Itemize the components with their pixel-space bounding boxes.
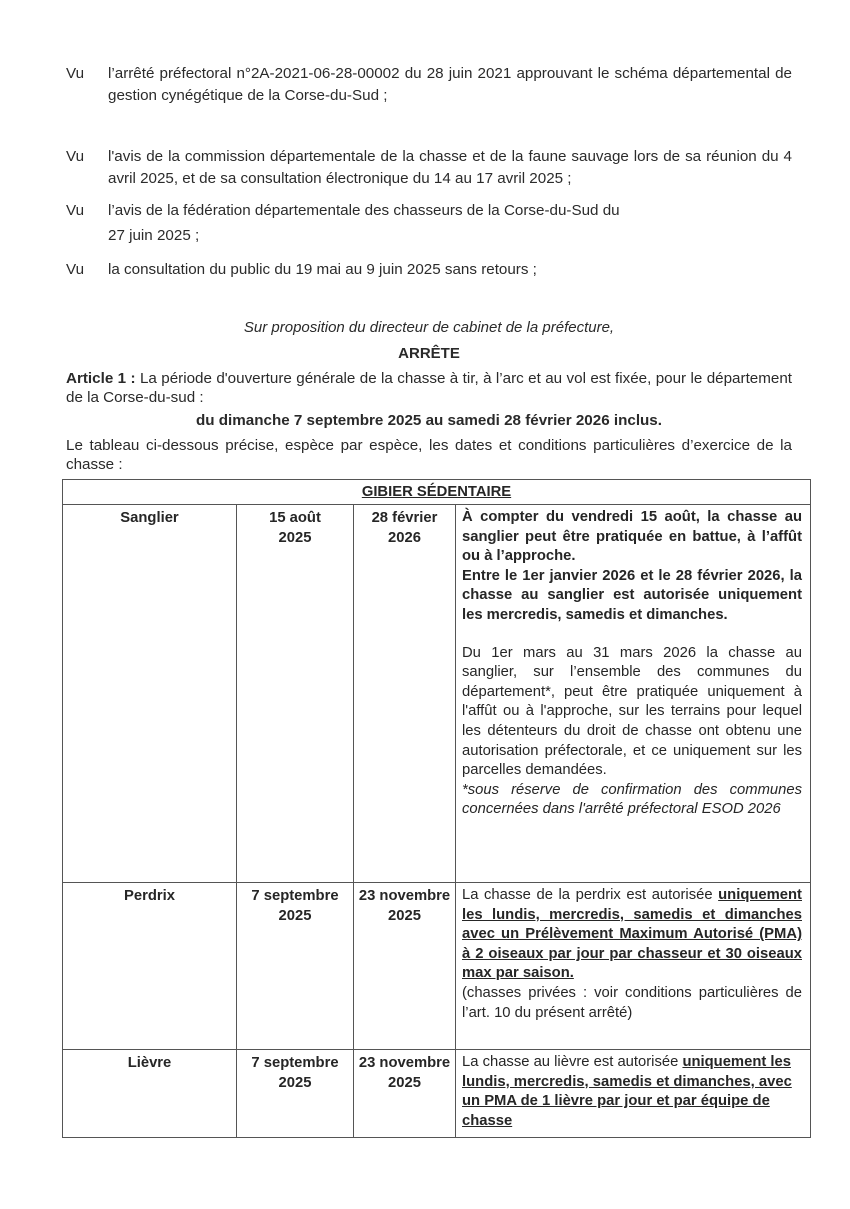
table-row — [63, 505, 811, 883]
conditions-cell — [456, 883, 811, 1050]
consideration-label: Vu — [66, 65, 85, 82]
date-line: 2025 — [278, 1075, 312, 1091]
closing-date-cell — [354, 883, 456, 1050]
consideration-label: Vu — [66, 148, 85, 165]
consideration-text-line1: l’avis de la fédération départementale des chasseurs de la Corse-du-Sud du — [108, 202, 620, 219]
condition-paragraph — [462, 886, 802, 984]
date-line: 23 novembre — [358, 1055, 451, 1071]
conditions-cell — [456, 1050, 811, 1138]
conditions-cell — [456, 505, 811, 883]
condition-intro: La chasse de la perdrix est autorisée — [462, 887, 719, 903]
opening-date-cell — [237, 505, 354, 883]
table-intro: Le tableau ci-dessous précise, espèce par espèce, les dates et conditions particulières d’exercice de la chasse : — [66, 437, 792, 473]
consideration-label: Vu — [66, 202, 85, 219]
date-line: 2025 — [388, 1075, 421, 1091]
table-row — [63, 1050, 811, 1138]
species-cell: Lièvre — [63, 1050, 237, 1138]
consideration-text: l'avis de la commission départementale de la chasse et de la faune sauvage lors de sa réunion du 4 avril 2025, et de sa consultation électronique du 14 au 17 avril 2025 ; — [108, 148, 792, 187]
condition-paragraph — [462, 1053, 802, 1131]
condition-intro: La chasse au lièvre est autorisée — [462, 1054, 683, 1070]
consideration-2 — [66, 146, 792, 190]
decision-title: ARRÊTE — [398, 345, 460, 362]
opening-date-cell — [237, 1050, 354, 1138]
closing-date-cell — [354, 505, 456, 883]
condition-restriction: uniquement les lundis, mercredis, samedis et dimanches, avec un PMA de 1 lièvre par jour et par équipe de chasse — [462, 1054, 792, 1129]
opening-date-cell — [237, 883, 354, 1050]
consideration-1 — [66, 63, 792, 107]
condition-paragraph: À compter du vendredi 15 août, la chasse au sanglier peut être pratiquée en battue, à l’affût ou à l’approche. — [462, 509, 802, 565]
species-cell: Perdrix — [63, 883, 237, 1050]
consideration-label: Vu — [66, 261, 85, 278]
species-cell: Sanglier — [63, 505, 237, 883]
consideration-3 — [66, 200, 792, 247]
date-line: 2026 — [388, 530, 421, 546]
date-line: 7 septembre — [251, 888, 339, 904]
article-1 — [66, 369, 792, 407]
proposition-text: Sur proposition du directeur de cabinet de la préfecture, — [243, 319, 615, 336]
date-line: 23 novembre — [358, 888, 451, 904]
consideration-text: la consultation du public du 19 mai au 9 juin 2025 sans retours ; — [108, 261, 537, 278]
article-label: Article 1 : — [66, 370, 136, 387]
date-line: 28 février — [371, 510, 438, 526]
consideration-4 — [66, 259, 792, 281]
condition-note: (chasses privées : voir conditions particulières de l’art. 10 du présent arrêté) — [462, 984, 802, 1021]
date-line: 7 septembre — [251, 1055, 339, 1071]
table-row — [63, 883, 811, 1050]
date-line: 2025 — [388, 908, 421, 924]
closing-date-cell — [354, 1050, 456, 1138]
section-header: GIBIER SÉDENTAIRE — [63, 480, 811, 505]
condition-restriction: uniquement les lundis, mercredis, samedis et dimanches avec un Prélèvement Maximum Autorisé (PMA) à 2 oiseaux par jour par chasseur et 30 oiseaux max par saison. — [462, 887, 802, 982]
condition-note: *sous réserve de confirmation des communes concernées dans l'arrêté préfectoral ESOD 2026 — [462, 781, 802, 818]
condition-paragraph: Entre le 1er janvier 2026 et le 28 février 2026, la chasse au sanglier est autorisée uniquement les mercredis, samedis et dimanches. — [462, 567, 802, 623]
date-line: 15 août — [269, 510, 321, 526]
consideration-text: l’arrêté préfectoral n°2A-2021-06-28-00002 du 28 juin 2021 approuvant le schéma départemental de gestion cynégétique de la Corse-du-Sud ; — [108, 65, 792, 104]
condition-paragraph: Du 1er mars au 31 mars 2026 la chasse au sanglier, sur l’ensemble des communes du département*, peut être pratiquée uniquement à l'affût ou à l'approche, sur les terrains pour lequel les détenteurs du droit de chasse ont obtenu une autorisation préfectorale, et ce uniquement sur les parcelles demandées. — [462, 644, 802, 779]
consideration-text-line2: 27 juin 2025 ; — [108, 227, 200, 244]
article-text: La période d'ouverture générale de la chasse à tir, à l’arc et au vol est fixée, pour le département de la Corse-du-sud : — [66, 370, 792, 406]
hunting-dates-table — [62, 479, 811, 1138]
date-line: 2025 — [278, 530, 312, 546]
opening-period: du dimanche 7 septembre 2025 au samedi 28 février 2026 inclus. — [196, 412, 662, 429]
date-line: 2025 — [278, 908, 312, 924]
